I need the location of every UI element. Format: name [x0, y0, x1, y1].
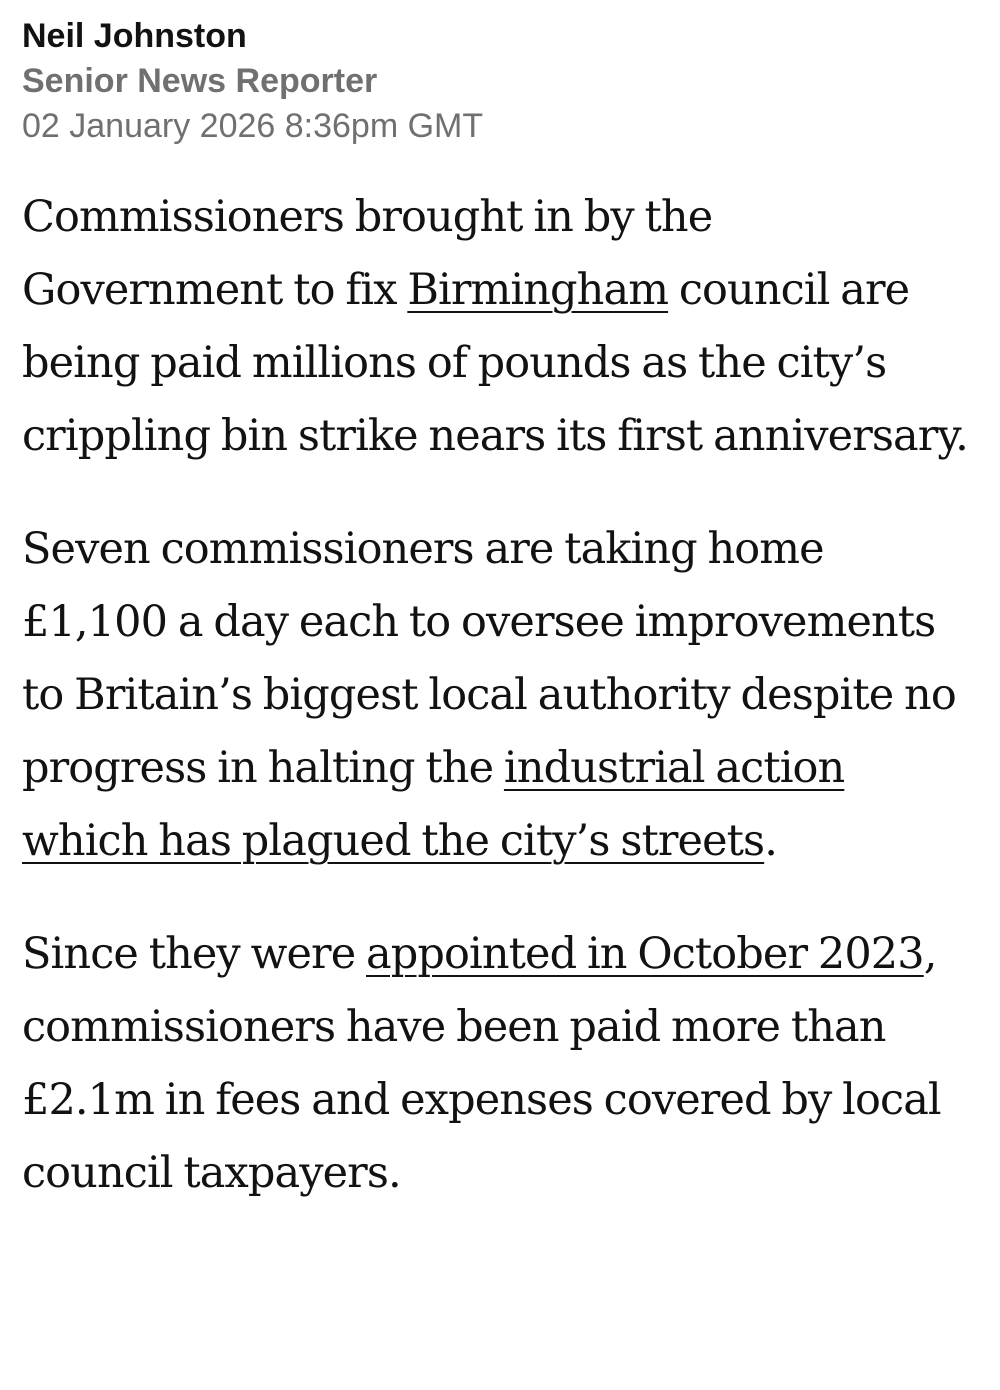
paragraph-2-text-before: Seven commissioners are taking home £1,100 a day each to oversee improvements to Britain’s biggest local authority despite no progress in halting the: [22, 524, 956, 793]
industrial-action-link[interactable]: industrial action which has plagued the city’s streets: [22, 743, 845, 866]
paragraph-2: [22, 513, 972, 878]
paragraph-1-text-before: Commissioners brought in by the Government to fix: [22, 192, 713, 315]
birmingham-link[interactable]: Birmingham: [407, 265, 669, 315]
paragraph-1: [22, 181, 972, 473]
appointed-link[interactable]: appointed in October 2023: [366, 929, 924, 979]
paragraph-2-text-after: .: [764, 816, 777, 866]
author-role: Senior News Reporter: [22, 62, 378, 100]
paragraph-3-text-after: , commissioners have been paid more than £2.1m in fees and expenses covered by local council taxpayers.: [22, 929, 941, 1198]
publish-date: 02 January 2026 8:36pm GMT: [22, 107, 484, 145]
paragraph-3-text-before: Since they were: [22, 929, 367, 979]
byline: [22, 14, 972, 149]
paragraph-3: [22, 918, 972, 1210]
article: [22, 14, 972, 1210]
author-name[interactable]: Neil Johnston: [22, 17, 247, 55]
paragraph-1-text-after: council are being paid millions of pounds as the city’s crippling bin strike nears its first anniversary.: [22, 265, 968, 461]
